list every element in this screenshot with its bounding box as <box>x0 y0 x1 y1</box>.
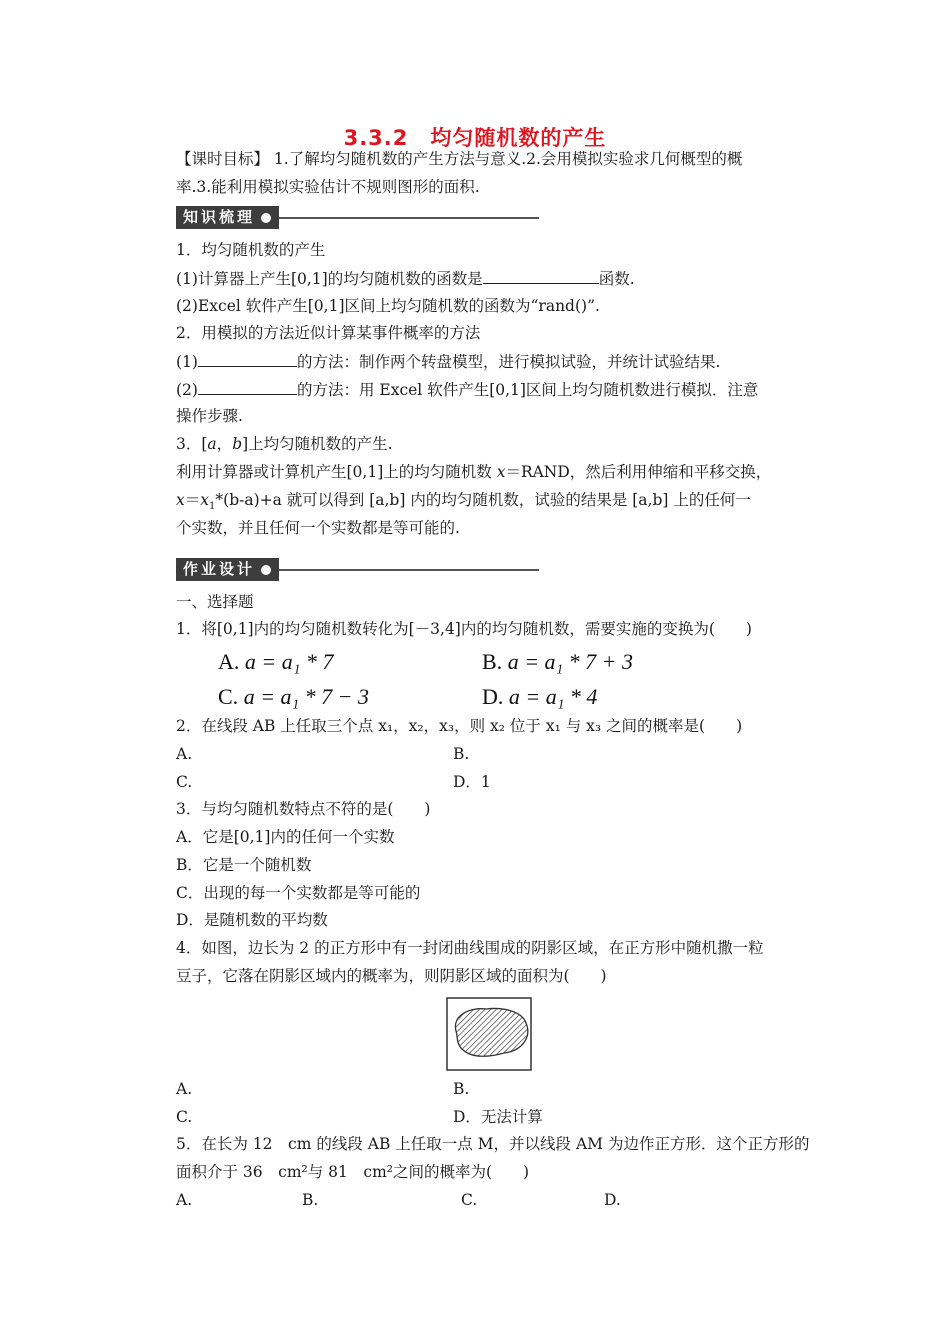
objectives-line-2: 率.3.能利用模拟实验估计不规则图形的面积. <box>176 178 480 196</box>
section-title: 知识梳理 <box>183 208 256 226</box>
knowledge-item-1: 1．均匀随机数的产生 <box>176 241 326 259</box>
dot-icon <box>261 213 271 223</box>
knowledge-item-2-1 <box>176 351 720 372</box>
knowledge-item-3-text-1 <box>176 462 771 482</box>
option-expression: a = a₁ * 7 <box>244 649 334 674</box>
question-4-line-2: 豆子，它落在阴影区域内的概率为，则阴影区域的面积为( ) <box>176 967 607 985</box>
text-span: ＝RAND，然后利用伸缩和平移交换， <box>505 463 772 481</box>
question-1: 1．将[0,1]内的均匀随机数转化为[－3,4]内的均匀随机数，需要实施的变换为( ) <box>176 620 752 638</box>
q4-option-c: C. <box>176 1108 193 1126</box>
fill-blank <box>198 379 297 395</box>
knowledge-item-3-text-2 <box>176 490 751 517</box>
question-5-line-2: 面积介于 36 cm²与 81 cm²之间的概率为( ) <box>176 1163 530 1181</box>
fill-blank <box>483 268 599 284</box>
fill-blank <box>198 351 297 367</box>
q5-option-c: C. <box>461 1191 478 1209</box>
knowledge-item-2-2 <box>176 379 758 400</box>
text-span: (1)计算器上产生[0,1]的均匀随机数的函数是 <box>176 270 483 288</box>
question-2: 2．在线段 AB 上任取三个点 x₁，x₂，x₃，则 x₂ 位于 x₁ 与 x₃ 之间的概率是( ) <box>176 717 743 735</box>
section-divider <box>279 217 539 219</box>
knowledge-item-1-1 <box>176 268 635 289</box>
q2-option-d: D．1 <box>453 773 491 791</box>
q1-option-d <box>482 684 597 710</box>
q3-option-b: B．它是一个随机数 <box>176 856 312 874</box>
text-span: *(b-a)+a 就可以得到 [a,b] 内的均匀随机数，试验的结果是 [a,b] 上的任何一 <box>215 491 751 509</box>
q5-option-d: D. <box>604 1191 621 1209</box>
text-span: 函数. <box>598 270 635 288</box>
q2-option-c: C. <box>176 773 193 791</box>
text-span: (1) <box>176 353 198 371</box>
text-span: 的方法：用 Excel 软件产生[0,1]区间上均匀随机数进行模拟．注意 <box>296 381 759 399</box>
q3-option-d: D．是随机数的平均数 <box>176 911 328 929</box>
option-label: C. <box>218 684 239 709</box>
q3-option-a: A．它是[0,1]内的任何一个实数 <box>176 828 395 846</box>
question-4-line-1: 4．如图，边长为 2 的正方形中有一封闭曲线围成的阴影区域，在正方形中随机撒一粒 <box>176 939 764 957</box>
section-header-knowledge <box>176 206 539 229</box>
text-span: ]上均匀随机数的产生. <box>242 435 393 453</box>
var-a: a <box>207 435 217 453</box>
var-x: x <box>176 491 185 509</box>
section-divider <box>279 569 539 571</box>
option-expression: a = a₁ * 7 − 3 <box>243 684 370 709</box>
var-x: x <box>200 491 210 509</box>
text-span: ＝ <box>184 491 201 509</box>
question-5-line-1: 5．在长为 12 cm 的线段 AB 上任取一点 M，并以线段 AM 为边作正方形．这个正方形的 <box>176 1135 810 1153</box>
var-x: x <box>496 463 506 481</box>
subsection-title: 一、选择题 <box>176 593 254 611</box>
knowledge-item-2-3: 操作步骤. <box>176 407 243 425</box>
objectives-line-1: 【课时目标】 1.了解均匀随机数的产生方法与意义.2.会用模拟实验求几何概型的概 <box>176 150 743 168</box>
section-header-homework <box>176 558 539 581</box>
shaded-region <box>455 1009 527 1057</box>
page-title: 3.3.2 均匀随机数的产生 <box>343 126 607 150</box>
knowledge-item-3-text-3: 个实数，并且任何一个实数都是等可能的. <box>176 519 460 537</box>
text-span: (2) <box>176 381 198 399</box>
q5-option-a: A. <box>176 1191 193 1209</box>
q3-option-c: C．出现的每一个实数都是等可能的 <box>176 884 421 902</box>
text-span: ， <box>216 435 233 453</box>
section-tab <box>176 206 279 229</box>
option-label: A. <box>218 649 240 674</box>
section-title: 作业设计 <box>183 560 256 578</box>
q4-option-d: D．无法计算 <box>453 1108 543 1126</box>
knowledge-item-1-2: (2)Excel 软件产生[0,1]区间上均匀随机数的函数为“rand()”. <box>176 297 600 315</box>
knowledge-item-3 <box>176 434 393 454</box>
subscript: 1 <box>209 501 216 513</box>
text-span: 利用计算器或计算机产生[0,1]上的均匀随机数 <box>176 463 497 481</box>
knowledge-item-2: 2．用模拟的方法近似计算某事件概率的方法 <box>176 324 481 342</box>
q4-option-b: B. <box>453 1080 470 1098</box>
section-tab <box>176 558 279 581</box>
q5-option-b: B. <box>302 1191 319 1209</box>
option-label: B. <box>482 649 503 674</box>
q4-option-a: A. <box>176 1080 193 1098</box>
q1-option-a <box>218 649 333 675</box>
option-expression: a = a₁ * 7 + 3 <box>507 649 634 674</box>
option-label: D. <box>482 684 504 709</box>
dot-icon <box>261 565 271 575</box>
question-3: 3．与均匀随机数特点不符的是( ) <box>176 800 431 818</box>
var-b: b <box>232 435 243 453</box>
text-span: 的方法：制作两个转盘模型，进行模拟试验，并统计试验结果. <box>296 353 721 371</box>
option-expression: a = a₁ * 4 <box>508 684 598 709</box>
q2-option-b: B. <box>453 745 470 763</box>
square-shaded-region-figure <box>446 997 532 1071</box>
q2-option-a: A. <box>176 745 193 763</box>
q1-option-c <box>218 684 369 710</box>
text-span: 3．[ <box>176 435 208 453</box>
q1-option-b <box>482 649 633 675</box>
